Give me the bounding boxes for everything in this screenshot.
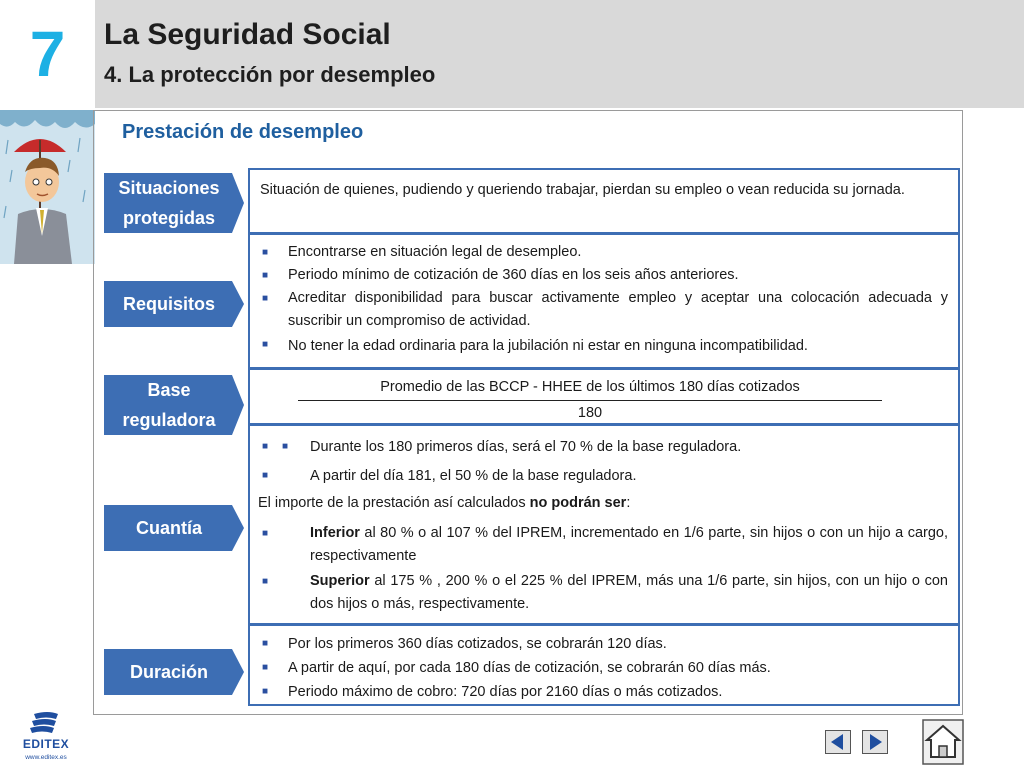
section-title: Prestación de desempleo	[122, 121, 364, 143]
editex-logo-mark	[20, 710, 70, 738]
label-requisitos: Requisitos	[104, 281, 244, 327]
requisitos-box	[248, 233, 960, 369]
situaciones-text: Situación de quienes, pudiendo y queriendo trabajar, pierdan su empleo o vean reducida su jornada.	[260, 182, 905, 198]
page-title: La Seguridad Social	[104, 18, 391, 51]
duracion-item: ■ Por los primeros 360 días cotizados, se cobrarán 120 días.	[250, 632, 958, 656]
base-reguladora-box	[248, 368, 960, 425]
home-button[interactable]	[922, 719, 964, 765]
chapter-number: 7	[29, 18, 66, 90]
duracion-item: ■ Periodo máximo de cobro: 720 días por 2160 días o más cotizados.	[250, 680, 958, 704]
label-duracion: Duración	[104, 649, 244, 695]
cuantia-limit-inferior: ■ Inferior al 80 % o al 107 % del IPREM, incrementado en 1/6 parte, sin hijos o con un hijo a cargo, respectivamente	[250, 522, 958, 568]
label-base-reguladora: Base reguladora	[104, 375, 244, 435]
logo-name: EDITEX	[22, 737, 70, 751]
requisito-item: ■ Encontrarse en situación legal de desempleo.	[250, 241, 958, 264]
situaciones-box	[248, 168, 960, 234]
requisito-item: ■ No tener la edad ordinaria para la jubilación ni estar en ninguna incompatibilidad.	[250, 333, 958, 358]
duracion-box	[248, 624, 960, 706]
formula-denominator: 180	[577, 405, 603, 421]
next-arrow-icon	[862, 730, 888, 754]
requisito-item: ■ Periodo mínimo de cotización de 360 días en los seis años anteriores.	[250, 264, 958, 287]
logo-url: www.editex.es	[25, 754, 67, 761]
editex-logo	[20, 710, 70, 765]
requisito-item: ■ Acreditar disponibilidad para buscar activamente empleo y aceptar una colocación adecuada y suscribir un compromiso de actividad.	[250, 287, 958, 333]
cuantia-item: ■ ■ Durante los 180 primeros días, será el 70 % de la base reguladora.	[250, 435, 958, 459]
page-subtitle: 4. La protección por desempleo	[104, 62, 436, 87]
formula-numerator: Promedio de las BCCP - HHEE de los últimos 180 días cotizados	[380, 379, 800, 395]
duracion-item: ■ A partir de aquí, por cada 180 días de cotización, se cobrarán 60 días más.	[250, 656, 958, 680]
home-icon	[922, 719, 964, 765]
cuantia-item: ■ A partir del día 181, el 50 % de la base reguladora.	[250, 464, 958, 488]
header-bar	[95, 0, 1024, 108]
cuantia-note: El importe de la prestación así calculados no podrán ser:	[258, 495, 631, 511]
next-button[interactable]	[862, 730, 888, 754]
label-situaciones-protegidas: Situaciones protegidas	[104, 173, 244, 233]
prev-arrow-icon	[825, 730, 851, 754]
label-cuantia: Cuantía	[104, 505, 244, 551]
cuantia-box	[248, 424, 960, 625]
man-with-umbrella-illustration	[0, 110, 95, 264]
prev-button[interactable]	[825, 730, 851, 754]
cuantia-limit-superior: ■ Superior al 175 % , 200 % o el 225 % del IPREM, más una 1/6 parte, sin hijos, con un hijo o con dos hijos o más, respectivamente.	[250, 570, 958, 616]
